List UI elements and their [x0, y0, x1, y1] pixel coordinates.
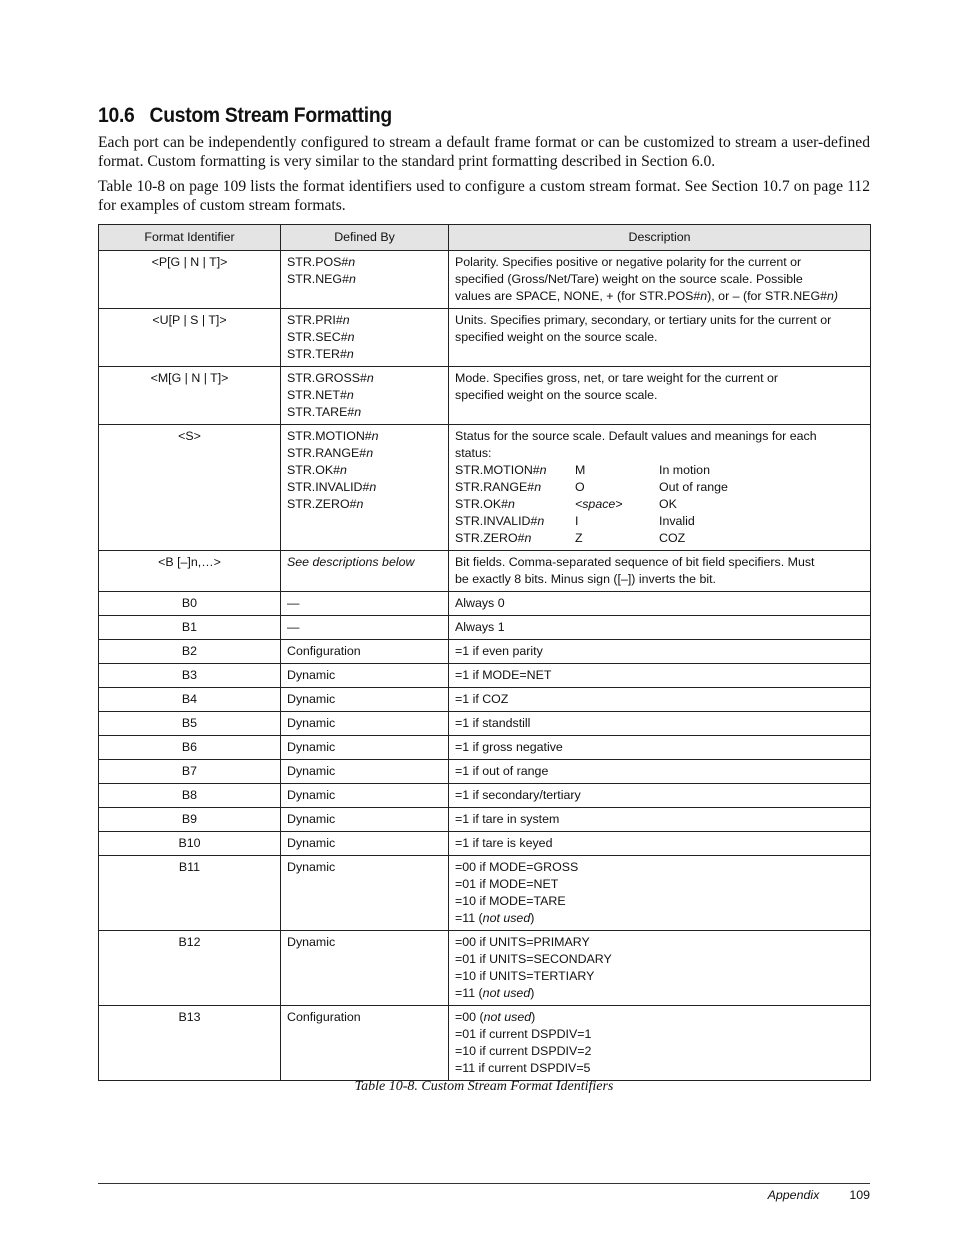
- status-parameter: STR.ZERO#n: [455, 531, 532, 545]
- description-line: Units. Specifies primary, secondary, or tertiary units for the current or: [455, 313, 832, 327]
- defined-by-cell: Dynamic: [281, 808, 449, 832]
- defined-by-cell: —: [281, 592, 449, 616]
- format-identifier-cell: <P[G | N | T]>: [99, 251, 281, 309]
- italic-text: not used: [483, 1010, 532, 1024]
- table-row-b8: [99, 784, 871, 808]
- format-identifier-cell: B10: [99, 832, 281, 856]
- status-meaning: Out of range: [659, 480, 728, 494]
- status-intro-line: status:: [455, 446, 492, 460]
- defined-by-cell: Dynamic: [281, 736, 449, 760]
- parameter-variable: n: [348, 255, 356, 269]
- description-line: =00 if MODE=GROSS: [455, 860, 579, 874]
- description-cell: =1 if tare in system: [449, 808, 871, 832]
- italic-text: ): [833, 289, 839, 303]
- format-identifier-cell: B9: [99, 808, 281, 832]
- defined-by-cell: Dynamic: [281, 688, 449, 712]
- status-parameter: STR.OK#n: [455, 497, 515, 511]
- format-identifier-cell: B8: [99, 784, 281, 808]
- table-row-b0: [99, 592, 871, 616]
- parameter-variable: n: [537, 514, 545, 528]
- defined-by-cell: Dynamic: [281, 931, 449, 1006]
- defined-by-cell: [281, 425, 449, 551]
- status-default-value: Z: [575, 531, 583, 545]
- table-header-row: [99, 225, 871, 251]
- description-line: =10 if MODE=TARE: [455, 894, 566, 908]
- description-cell: [449, 367, 871, 425]
- intro-paragraph: Each port can be independently configured to stream a default frame format or can be customized to stream a user-defined format. Custom formatting is very similar to the standard print formatting described in Section 6.0.: [98, 134, 870, 170]
- parameter-name: STR.GROSS#n: [287, 371, 374, 385]
- italic-text: not used: [482, 986, 531, 1000]
- description-line: =11 if current DSPDIV=5: [455, 1061, 591, 1075]
- description-cell: =1 if even parity: [449, 640, 871, 664]
- description-line: Mode. Specifies gross, net, or tare weight for the current or: [455, 371, 778, 385]
- status-default-value: M: [575, 463, 586, 477]
- table-row-units: [99, 309, 871, 367]
- description-cell: [449, 1006, 871, 1081]
- description-line: =11 (not used): [455, 911, 535, 925]
- description-line: =01 if UNITS=SECONDARY: [455, 952, 612, 966]
- description-line: =10 if current DSPDIV=2: [455, 1044, 592, 1058]
- format-identifier-cell: <U[P | S | T]>: [99, 309, 281, 367]
- table-row-b6: [99, 736, 871, 760]
- table-row-b7: [99, 760, 871, 784]
- column-header-defined-by: Defined By: [281, 225, 449, 251]
- parameter-variable: n: [524, 531, 532, 545]
- format-identifier-cell: B13: [99, 1006, 281, 1081]
- page-footer: [768, 1188, 870, 1202]
- description-line: specified (Gross/Net/Tare) weight on the source scale. Possible: [455, 272, 803, 286]
- description-cell: [449, 251, 871, 309]
- parameter-variable: n: [534, 480, 542, 494]
- parameter-name: STR.OK#n: [287, 463, 347, 477]
- table-row-b13: [99, 1006, 871, 1081]
- description-cell: =1 if MODE=NET: [449, 664, 871, 688]
- table-row-b1: [99, 616, 871, 640]
- parameter-name: STR.SEC#n: [287, 330, 355, 344]
- italic-text: n: [700, 289, 708, 303]
- parameter-name: STR.TARE#n: [287, 405, 362, 419]
- description-cell: =1 if out of range: [449, 760, 871, 784]
- description-cell: Always 0: [449, 592, 871, 616]
- description-cell: [449, 856, 871, 931]
- description-cell: =1 if gross negative: [449, 736, 871, 760]
- parameter-variable: n: [366, 446, 374, 460]
- parameter-variable: n: [369, 480, 377, 494]
- table-row-b2: [99, 640, 871, 664]
- defined-by-cell: —: [281, 616, 449, 640]
- parameter-name: STR.INVALID#n: [287, 480, 377, 494]
- description-line: Polarity. Specifies positive or negative polarity for the current or: [455, 255, 802, 269]
- description-line: specified weight on the source scale.: [455, 330, 658, 344]
- format-identifier-cell: B1: [99, 616, 281, 640]
- defined-by-cell: Dynamic: [281, 856, 449, 931]
- table-row-b11: [99, 856, 871, 931]
- format-identifier-cell: B11: [99, 856, 281, 931]
- parameter-variable: n: [346, 347, 354, 361]
- status-parameter: STR.INVALID#n: [455, 514, 545, 528]
- table-row-b3: [99, 664, 871, 688]
- parameter-name: STR.RANGE#n: [287, 446, 374, 460]
- format-identifier-cell: B4: [99, 688, 281, 712]
- parameter-name: STR.NET#n: [287, 388, 354, 402]
- italic-text: n: [826, 289, 834, 303]
- description-cell: =1 if secondary/tertiary: [449, 784, 871, 808]
- parameter-variable: n: [539, 463, 547, 477]
- column-header-format-identifier: Format Identifier: [99, 225, 281, 251]
- parameter-variable: n: [366, 371, 374, 385]
- table-caption: Table 10-8. Custom Stream Format Identifiers: [354, 1079, 614, 1094]
- section-heading: [98, 104, 392, 128]
- description-line: values are SPACE, NONE, + (for STR.POS#n), or – (for STR.NEG#n): [455, 289, 839, 303]
- parameter-name: STR.MOTION#n: [287, 429, 379, 443]
- section-number: 10.6: [98, 104, 135, 127]
- format-identifier-cell: B7: [99, 760, 281, 784]
- table-row-b4: [99, 688, 871, 712]
- table-reference-paragraph: Table 10-8 on page 109 lists the format identifiers used to configure a custom stream format. See Section 10.7 on page 112 for examples of custom stream formats.: [98, 178, 870, 214]
- parameter-name: STR.NEG#n: [287, 272, 356, 286]
- defined-by-cell: [281, 251, 449, 309]
- format-identifier-cell: <B [–]n,…>: [99, 551, 281, 592]
- description-line: =01 if MODE=NET: [455, 877, 559, 891]
- defined-by-cell: Configuration: [281, 640, 449, 664]
- status-default-value: I: [575, 514, 579, 528]
- format-identifier-cell: <S>: [99, 425, 281, 551]
- defined-by-cell: [281, 367, 449, 425]
- description-line: =00 (not used): [455, 1010, 536, 1024]
- parameter-variable: n: [356, 497, 364, 511]
- description-line: specified weight on the source scale.: [455, 388, 658, 402]
- description-line: =10 if UNITS=TERTIARY: [455, 969, 595, 983]
- status-meaning: COZ: [659, 531, 686, 545]
- description-cell: Always 1: [449, 616, 871, 640]
- description-line: =01 if current DSPDIV=1: [455, 1027, 592, 1041]
- defined-by-cell: Dynamic: [281, 784, 449, 808]
- description-line: be exactly 8 bits. Minus sign ([–]) inverts the bit.: [455, 572, 717, 586]
- table-row-bit-fields: [99, 551, 871, 592]
- description-cell: [449, 425, 871, 551]
- table-row-b10: [99, 832, 871, 856]
- defined-by-cell: Configuration: [281, 1006, 449, 1081]
- format-identifier-cell: B3: [99, 664, 281, 688]
- parameter-name: STR.TER#n: [287, 347, 354, 361]
- parameter-name: STR.POS#n: [287, 255, 356, 269]
- italic-text: not used: [482, 911, 531, 925]
- description-cell: [449, 931, 871, 1006]
- defined-by-cell: Dynamic: [281, 664, 449, 688]
- defined-by-text: See descriptions below: [287, 555, 415, 569]
- description-cell: [449, 551, 871, 592]
- format-identifier-cell: B12: [99, 931, 281, 1006]
- parameter-variable: n: [340, 463, 347, 477]
- status-meaning: Invalid: [659, 514, 695, 528]
- defined-by-cell: [281, 551, 449, 592]
- parameter-name: STR.ZERO#n: [287, 497, 364, 511]
- defined-by-cell: Dynamic: [281, 760, 449, 784]
- description-cell: =1 if tare is keyed: [449, 832, 871, 856]
- parameter-variable: n: [348, 272, 356, 286]
- defined-by-cell: [281, 309, 449, 367]
- footer-rule: [98, 1183, 870, 1184]
- table-row-mode: [99, 367, 871, 425]
- status-default-value: O: [575, 480, 585, 494]
- parameter-variable: n: [508, 497, 515, 511]
- format-identifier-cell: <M[G | N | T]>: [99, 367, 281, 425]
- parameter-variable: n: [371, 429, 379, 443]
- status-values-grid: [455, 462, 864, 547]
- defined-by-cell: Dynamic: [281, 712, 449, 736]
- description-cell: =1 if standstill: [449, 712, 871, 736]
- parameter-variable: n: [347, 330, 355, 344]
- table-row-polarity: [99, 251, 871, 309]
- table-row-b5: [99, 712, 871, 736]
- table-row-b9: [99, 808, 871, 832]
- status-meaning: In motion: [659, 463, 710, 477]
- parameter-variable: n: [346, 388, 354, 402]
- status-meaning: OK: [659, 497, 677, 511]
- format-identifier-cell: B6: [99, 736, 281, 760]
- description-line: Bit fields. Comma-separated sequence of bit field specifiers. Must: [455, 555, 815, 569]
- format-identifier-table: [98, 224, 871, 1081]
- section-title: Custom Stream Formatting: [149, 104, 392, 127]
- status-intro-line: Status for the source scale. Default values and meanings for each: [455, 429, 817, 443]
- description-cell: [449, 309, 871, 367]
- description-line: =00 if UNITS=PRIMARY: [455, 935, 590, 949]
- status-parameter: STR.MOTION#n: [455, 463, 547, 477]
- table-row-status: [99, 425, 871, 551]
- footer-section: Appendix: [767, 1188, 820, 1202]
- table-row-b12: [99, 931, 871, 1006]
- description-line: =11 (not used): [455, 986, 535, 1000]
- parameter-name: STR.PRI#n: [287, 313, 350, 327]
- format-identifier-cell: B2: [99, 640, 281, 664]
- status-parameter: STR.RANGE#n: [455, 480, 542, 494]
- page-number: 109: [849, 1188, 870, 1202]
- defined-by-cell: Dynamic: [281, 832, 449, 856]
- status-default-value: <space>: [575, 497, 623, 511]
- description-cell: =1 if COZ: [449, 688, 871, 712]
- format-identifier-cell: B5: [99, 712, 281, 736]
- format-identifier-cell: B0: [99, 592, 281, 616]
- parameter-variable: n: [342, 313, 350, 327]
- column-header-description: Description: [449, 225, 871, 251]
- parameter-variable: n: [354, 405, 362, 419]
